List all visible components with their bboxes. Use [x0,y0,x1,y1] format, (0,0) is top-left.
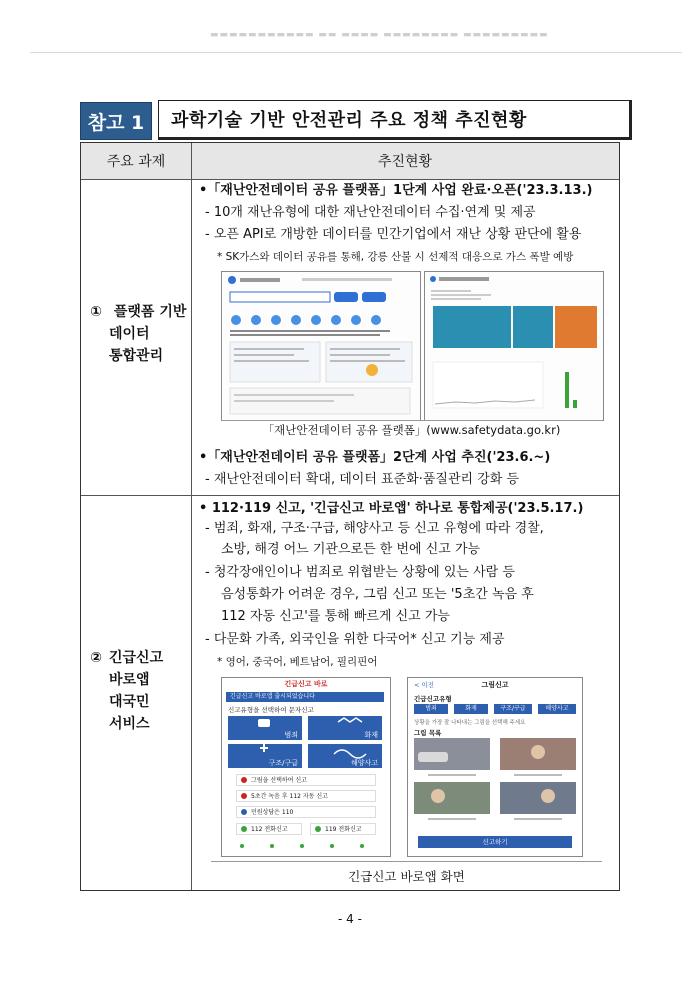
report-rescue-button[interactable]: 구조/구급 [228,744,302,768]
platform-dashboard-illustration [425,272,603,420]
task-line: 통합관리 [109,348,164,364]
column-header-task: 주요 과제 [106,154,166,170]
status-detail: - 청각장애인이나 범죄로 위협받는 상황에 있는 사람 등 [205,565,515,580]
type-tab-fire[interactable]: 화재 [454,704,488,714]
picture-hint: 상황을 가장 잘 나타내는 그림을 선택해 주세요 [414,720,526,726]
header-row-divider [81,179,619,180]
status-note: * SK가스와 데이터 공유를 통해, 강릉 산불 시 선제적 대응으로 가스 폭발 예방 [217,251,574,263]
policy-table [80,142,620,891]
page-title: 과학기술 기반 안전관리 주요 정책 추진현황 [158,100,632,140]
task-line: 서비스 [109,716,150,732]
app-screenshot-picture-report [407,677,583,857]
status-detail: - 10개 재난유형에 대한 재난안전데이터 수집·연계 및 제공 [205,205,536,220]
task-number: ② [90,650,102,666]
screen-title: 그림신고 [481,681,509,689]
page-number: - 4 - [338,912,362,926]
platform-screenshot-dashboard [424,271,604,421]
picture-report-option[interactable]: 그림을 선택하여 신고 [236,774,376,786]
column-divider [191,143,192,890]
task-line: 대국민 [109,694,150,710]
row-divider [81,495,619,496]
app-banner: 긴급신고 바로앱 출시되었습니다 [226,692,384,702]
task-line: 바로앱 [109,672,150,688]
header-rule [30,52,682,53]
task-number: ① [90,304,102,320]
platform-main-illustration [222,272,420,420]
report-sea-button[interactable]: 해양사고 [308,744,382,768]
platform-screenshot-main [221,271,421,421]
counsel-option[interactable]: 민원상담은 110 [236,806,376,818]
status-detail: 소방, 해경 어느 기관으로든 한 번에 신고 가능 [221,542,481,557]
column-header-status: 추진현황 [377,154,433,170]
task-line: 긴급신고 [109,650,164,666]
status-note: * 영어, 중국어, 베트남어, 필리핀어 [217,656,378,668]
caption-rule [211,861,602,862]
task-line: 데이터 [109,326,150,342]
back-button[interactable]: < 이전 [414,681,435,689]
type-tab-sea[interactable]: 해양사고 [538,704,576,714]
call-112-button[interactable]: 112 전화신고 [236,823,302,835]
app-prompt: 신고유형을 선택하여 문자신고 [228,706,314,714]
platform-caption: 「재난안전데이터 공유 플랫폼」(www.safetydata.go.kr) [262,423,561,437]
picture-thumbnails [408,678,582,856]
app-home-decorations [222,678,390,856]
record-report-option[interactable]: 5초간 녹음 후 112 자동 신고 [236,790,376,802]
call-119-button[interactable]: 119 전화신고 [310,823,376,835]
reference-badge: 참고 1 [80,102,152,140]
status-bullet: •「재난안전데이터 공유 플랫폼」2단계 사업 추진('23.6.~) [199,450,551,465]
status-detail: - 오픈 API로 개방한 데이터를 민간기업에서 재난 상황 판단에 활용 [205,227,582,242]
caption-rule [221,420,602,421]
report-fire-button[interactable]: 화재 [308,716,382,740]
status-detail: - 재난안전데이터 확대, 데이터 표준화·품질관리 강화 등 [205,472,520,487]
picture-list-title: 그림 목록 [414,729,442,737]
app-screenshot-home [221,677,391,857]
task-platform-data [81,301,191,367]
type-tab-rescue[interactable]: 구조/구급 [494,704,532,714]
status-bullet: • 112·119 신고, '긴급신고 바로앱' 하나로 통합제공('23.5.17.) [199,501,584,516]
status-bullet: •「재난안전데이터 공유 플랫폼」1단계 사업 완료·오픈('23.3.13.) [199,183,593,198]
report-crime-button[interactable]: 범죄 [228,716,302,740]
status-detail: - 다문화 가족, 외국인을 위한 다국어* 신고 기능 제공 [205,632,505,647]
app-caption: 긴급신고 바로앱 화면 [348,869,465,884]
submit-report-button[interactable]: 신고하기 [418,836,572,848]
status-detail: - 범죄, 화재, 구조·구급, 해양사고 등 신고 유형에 따라 경찰, [205,521,544,536]
section-label: 긴급신고유형 [414,695,452,703]
app-title: 긴급신고 바로 [284,680,328,688]
bleed-through-header: ▬▬▬▬▬▬▬▬▬▬▬ ▬▬ ▬▬▬▬ ▬▬▬▬▬▬▬▬ ▬▬▬▬▬▬▬▬▬ [210,30,549,38]
status-detail: 음성통화가 어려운 경우, 그림 신고 또는 '5초간 녹음 후 [221,587,534,602]
task-line: 플랫폼 기반 [113,304,187,320]
type-tab-crime[interactable]: 범죄 [414,704,448,714]
task-emergency-app [81,647,191,735]
status-detail: 112 자동 신고'를 통해 빠르게 신고 가능 [221,609,450,624]
